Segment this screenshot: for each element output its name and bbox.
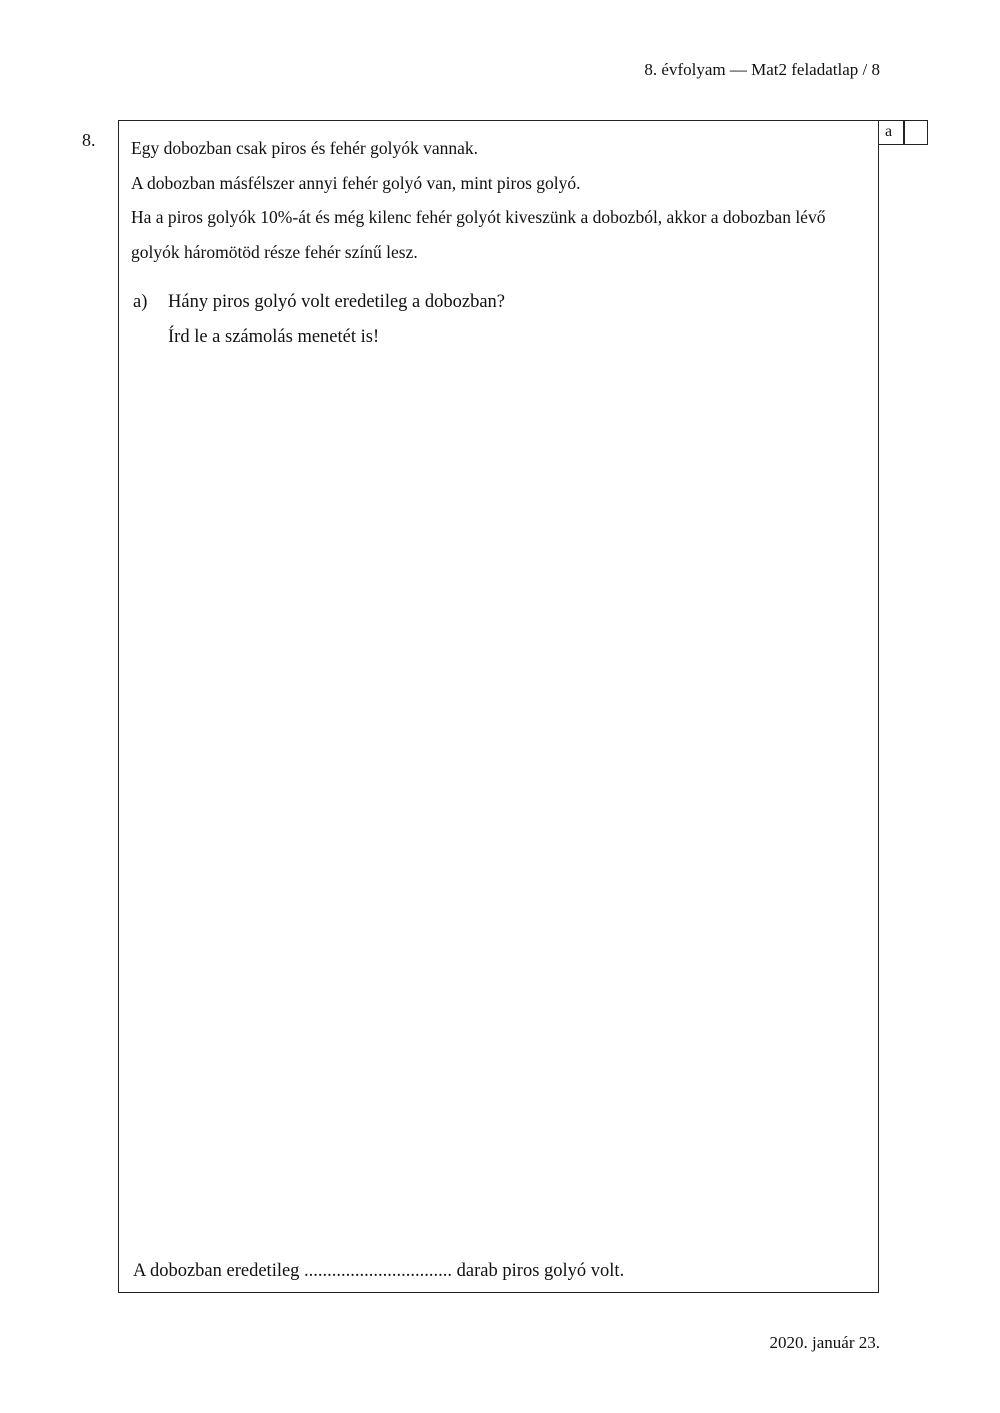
task-intro (131, 131, 871, 269)
question-line: Írd le a számolás menetét is! (168, 326, 380, 347)
question-label: a) (133, 292, 148, 312)
page-header: 8. évfolyam — Mat2 feladatlap / 8 (644, 60, 880, 79)
score-grid (879, 120, 928, 145)
task-box (118, 120, 879, 1293)
intro-sentence: Ha a piros golyók 10%-át és még kilenc fehér golyót kiveszünk a dobozból, akkor a dobozban lévő golyók háromötöd része fehér színű lesz. (131, 207, 826, 262)
intro-sentence: Egy dobozban csak piros és fehér golyók vannak. (131, 138, 478, 158)
task-number: 8. (82, 130, 96, 150)
intro-sentence: A dobozban másfélszer annyi fehér golyó van, mint piros golyó. (131, 172, 581, 193)
answer-line: A dobozban eredetileg ................................ darab piros golyó volt. (133, 1261, 625, 1281)
score-cell-blank[interactable] (904, 120, 928, 145)
score-cell-label: a (879, 120, 904, 145)
question-line: Hány piros golyó volt eredetileg a dobozban? (168, 292, 506, 312)
question-text (168, 285, 505, 354)
page-footer-date: 2020. január 23. (769, 1333, 880, 1352)
